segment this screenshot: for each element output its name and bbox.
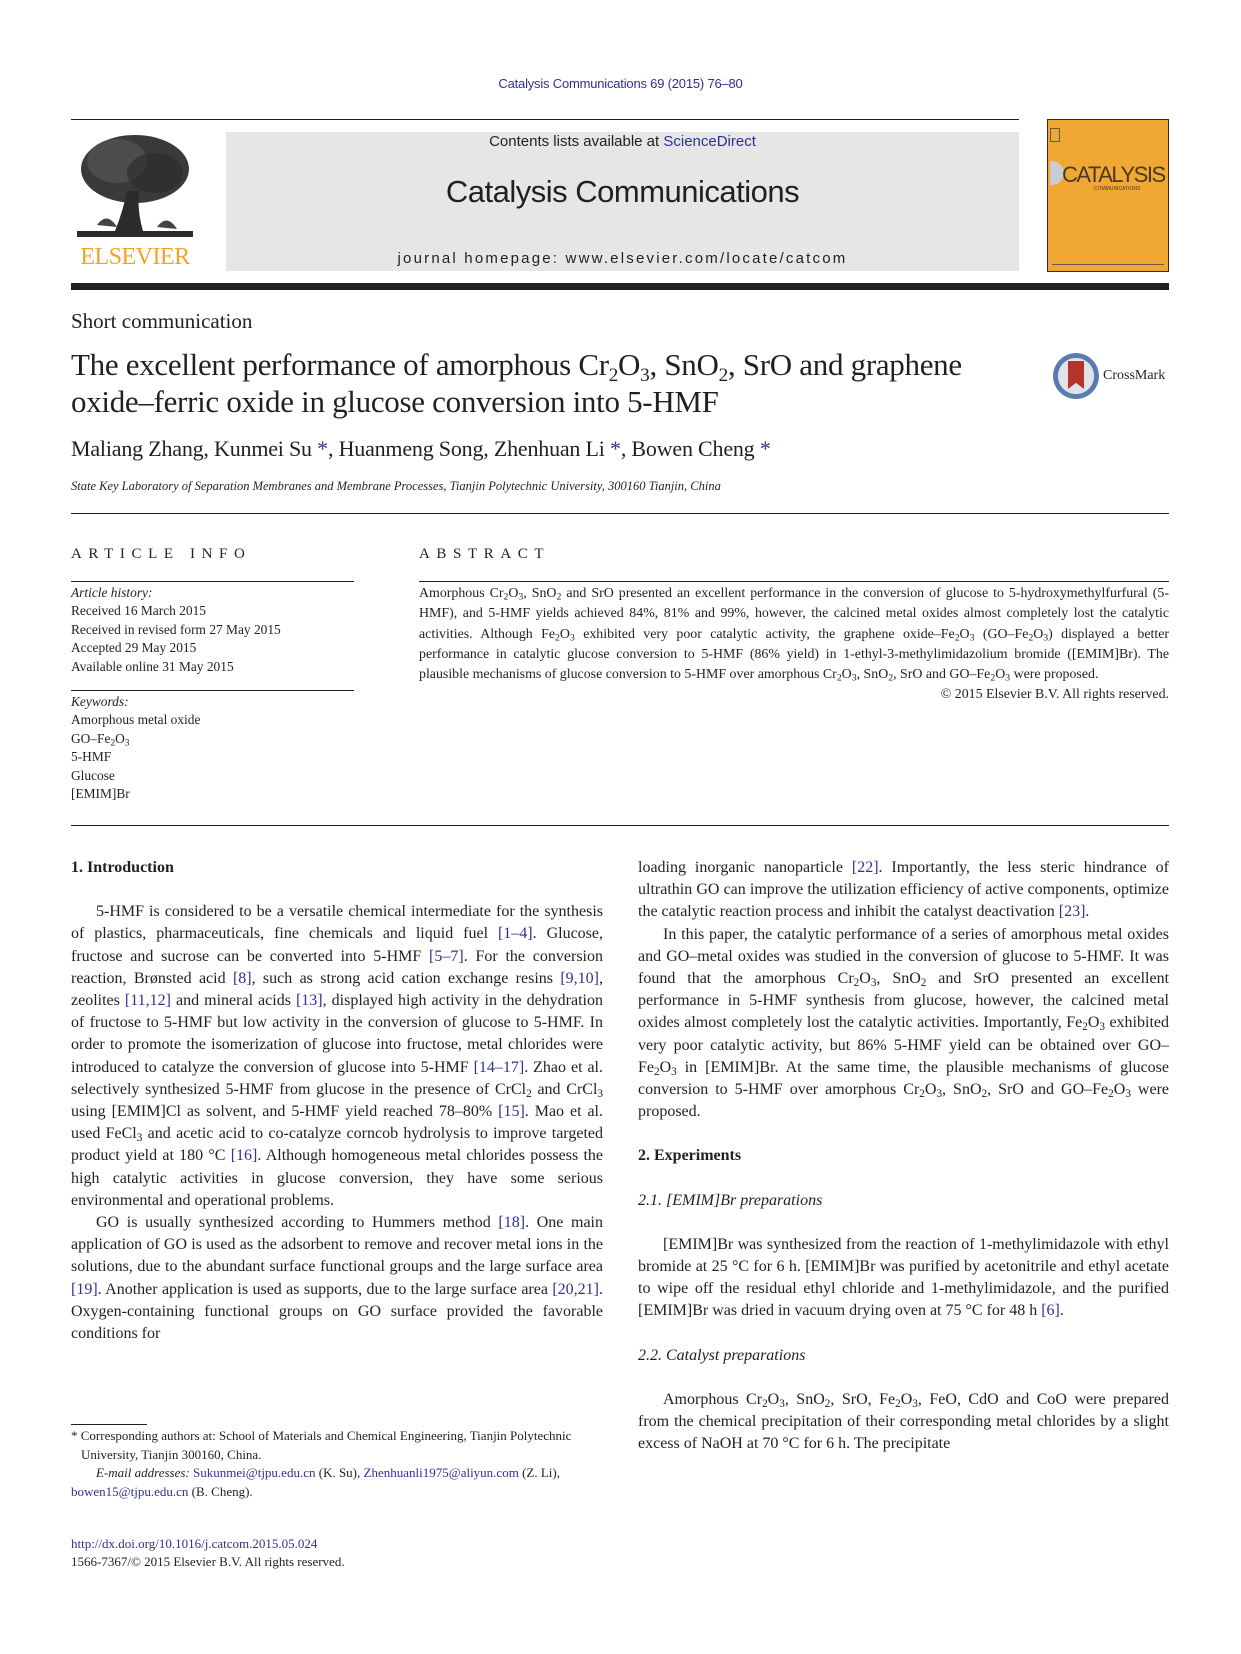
citation-link[interactable]: [8] (232, 969, 252, 987)
paragraph: loading inorganic nanoparticle [22]. Importantly, the less steric hindrance of ultrathin GO can improve the utilization efficiency of active components, optimize the catalytic reaction process and inhibit the catalyst deactivation [23]. (638, 859, 1169, 921)
author-name: Bowen Cheng (631, 436, 755, 461)
citation-link[interactable]: [11,12] (124, 992, 171, 1010)
corresponding-author-link[interactable]: * (610, 436, 621, 461)
abstract-rule (419, 581, 1169, 582)
cover-footer-rule (1052, 264, 1164, 265)
citation-link[interactable]: [19] (71, 1280, 98, 1298)
title-subscript: 2 (718, 364, 728, 386)
subsection-heading-catalyst: 2.2. Catalyst preparations (638, 1346, 806, 1364)
subsection-heading-emim-br: 2.1. [EMIM]Br preparations (638, 1191, 823, 1209)
section-rule (71, 825, 1169, 826)
paragraph: 5-HMF is considered to be a versatile chemical intermediate for the synthesis of plastics, pharmaceuticals, fine chemicals and liquid fuel [1–4]. Glucose, fructose and sucrose can be converted into 5-HMF [5–7]. For the conversion reaction, Brønsted acid [8], such as strong acid cation exchange resins [9,10], zeolites [11,12] and mineral acids [13], displayed high activity in the dehydration of fructose to 5-HMF but low activity in the conversion of glucose to 5-HMF. In order to promote the isomerization of glucose into fructose, metal chlorides were introduced to catalyze the conversion of glucose into 5-HMF [14–17]. Zhao et al. selectively synthesized 5-HMF from glucose in the presence of CrCl$_2$ and CrCl$_3$ using [EMIM]Cl as solvent, and 5-HMF yield reached 78–80% [15]. Mao et al. used FeCl$_3$ and acetic acid to co-catalyze corncob hydrolysis to improve targeted product yield at 180 °C [16]. Although homogeneous metal chlorides possess the high catalytic activities in glucose conversion, they have some serious environmental and operational problems. (71, 903, 604, 1209)
doi-link[interactable]: http://dx.doi.org/10.1016/j.catcom.2015.05.024 (71, 1536, 318, 1551)
history-item: Available online 31 May 2015 (71, 658, 234, 674)
corresponding-author-footnote (71, 1427, 603, 1501)
history-item: Received in revised form 27 May 2015 (71, 621, 281, 637)
citation-link[interactable]: [15] (498, 1103, 525, 1121)
body-column-left (71, 857, 603, 1345)
keyword-item: 5-HMF (71, 749, 112, 765)
elsevier-tree-icon (77, 131, 193, 239)
keywords (71, 693, 200, 803)
abstract-body: Amorphous $Cr_2O_3$, SnO$_2$ and SrO presented an excellent performance in the conversion of glucose to 5-hydroxymethylfurfural (5-HMF), and 5-HMF yields achieved 84%, 81% and 99%, however, the calcined metal oxides almost completely lost the catalytic activities. Although $Fe_2O_3$ exhibited very poor catalytic activity, the graphene oxide–$Fe_2O_3$ $(GO-Fe_2O_3)$ displayed a better performance in catalytic glucose conversion to 5-HMF (86% yield) in 1-ethyl-3-methylimidazolium bromide ([EMIM]Br). The plausible mechanisms of glucose conversion to 5-HMF over amorphous $Cr_2O_3$, SnO$_2$, SrO and $GO-Fe_2O_3$ were proposed. (419, 586, 1170, 684)
citation-link[interactable]: [14–17] (473, 1058, 525, 1076)
sciencedirect-link[interactable]: ScienceDirect (663, 133, 756, 150)
author-name: Kunmei Su (214, 436, 312, 461)
journal-cover-thumbnail[interactable] (1047, 119, 1169, 272)
issn-line: 1566-7367/© 2015 Elsevier B.V. All rights reserved. (71, 1554, 345, 1569)
contents-line (226, 133, 1019, 150)
journal-reference[interactable]: Catalysis Communications 69 (2015) 76–80 (498, 76, 743, 91)
abstract-copyright: © 2015 Elsevier B.V. All rights reserved. (940, 687, 1169, 703)
footnote-emails (71, 1464, 603, 1501)
title-part: , SnO (649, 347, 719, 382)
citation-link[interactable]: [1–4] (497, 925, 533, 943)
citation-link[interactable]: [23] (1058, 903, 1086, 921)
citation-link[interactable]: [22] (851, 859, 879, 876)
crossmark-label: CrossMark (1103, 368, 1166, 383)
homepage-link[interactable]: www.elsevier.com/locate/catcom (565, 250, 848, 267)
citation-link[interactable]: [5–7] (429, 947, 464, 965)
history-item: Received 16 March 2015 (71, 603, 206, 619)
citation-link[interactable]: [20,21] (552, 1280, 599, 1298)
keyword-item: [EMIM]Br (71, 786, 130, 802)
cover-logo-icon (1050, 128, 1060, 142)
homepage-line (226, 250, 1019, 267)
email-link[interactable]: Zhenhuanli1975@aliyun.com (363, 1465, 519, 1480)
author-name: Huanmeng Song (338, 436, 484, 461)
title-subscript: 2 (608, 364, 619, 386)
paragraph: In this paper, the catalytic performance of a series of amorphous metal oxides and GO–metal oxides was studied in the conversion of glucose to 5-HMF. It was found that the amorphous $Cr_2O_3$, SnO$_2$ and SrO presented an excellent performance in 5-HMF synthesis from glucose, however, the calcined metal oxides almost completely lost the catalytic activities. Importantly, $Fe_2O_3$ exhibited very poor catalytic activity, but 86% 5-HMF yield can be obtained over $GO-Fe_2O_3$ in [EMIM]Br. At the same time, the plausible mechanisms of glucose conversion to 5-HMF over amorphous $Cr_2O_3$, SnO$_2$, SrO and $GO-Fe_2O_3$ were proposed. (638, 925, 1170, 1121)
elsevier-logo[interactable] (71, 131, 199, 271)
crossmark-icon (1053, 353, 1099, 399)
keyword-item: Amorphous metal oxide (71, 712, 201, 728)
title-part: , SrO and graphene oxide–ferric oxide in glucose conversion into 5-HMF (71, 347, 962, 419)
homepage-prefix: journal homepage: (397, 250, 566, 267)
article-type: Short communication (71, 309, 253, 333)
title-part: O (618, 347, 641, 382)
paragraph: [EMIM]Br was synthesized from the reaction of 1-methylimidazole with ethyl bromide at 25 °C for 6 h. [EMIM]Br was purified by acetonitrile and ethyl acetate to wipe off the residual ethyl chloride and 1-methylimidazole, and the purified [EMIM]Br was dried in vacuum drying oven at 75 °C for 48 h [6]. (638, 1235, 1169, 1320)
citation-link[interactable]: [16] (230, 1147, 258, 1165)
author-name: Zhenhuan Li (493, 436, 605, 461)
header-rule (71, 119, 1019, 120)
journal-title: Catalysis Communications (445, 174, 800, 209)
citation-link[interactable]: [18] (498, 1214, 526, 1232)
paragraph: Amorphous $Cr_2O_3$, SnO$_2$, SrO, $Fe_2O_3$, FeO, CdO and CoO were prepared from the chemical precipitation of their corresponding metal chlorides by a slight excess of NaOH at 70 °C for 6 h. The precipitate (638, 1390, 1170, 1453)
body-column-right (638, 857, 1169, 1455)
email-link[interactable]: bowen15@tjpu.edu.cn (71, 1483, 189, 1499)
citation-link[interactable]: [13] (295, 992, 323, 1010)
corresponding-author-link[interactable]: * (759, 436, 771, 461)
history-item: Accepted 29 May 2015 (71, 640, 197, 656)
author-list: Maliang Zhang, Kunmei Su *, Huanmeng Song, Zhenhuan Li *, Bowen Cheng * (71, 436, 771, 461)
keyword-item: $GO-Fe_2O_3$ (71, 730, 130, 749)
keyword-item: Glucose (71, 767, 115, 783)
journal-masthead (226, 132, 1019, 271)
section-heading-introduction: 1. Introduction (71, 859, 174, 876)
cover-subtitle: COMMUNICATIONS (1094, 186, 1141, 192)
article-info-rule (71, 690, 354, 691)
email-owner: (B. Cheng). (191, 1483, 253, 1499)
email-owner: (K. Su), (318, 1465, 361, 1480)
title-subscript: 3 (640, 364, 650, 386)
email-owner: (Z. Li), (522, 1465, 560, 1480)
article-info-rule (71, 581, 354, 582)
history-label: Article history: (71, 585, 153, 600)
abstract-heading: ABSTRACT (419, 546, 551, 562)
article-info-heading: ARTICLE INFO (71, 546, 252, 562)
citation-link[interactable]: [9,10] (560, 969, 599, 987)
author-name: Maliang Zhang (71, 436, 204, 461)
article-history (71, 584, 281, 676)
email-label: E-mail addresses: (96, 1465, 190, 1480)
title-part: The excellent performance of amorphous Cr (71, 347, 609, 382)
elsevier-wordmark: ELSEVIER (80, 244, 190, 270)
footnote-affiliation: * Corresponding authors at: School of Materials and Chemical Engineering, Tianjin Polytechnic University, Tianjin 300160, China. (71, 1428, 572, 1462)
doi-block (71, 1535, 345, 1571)
abstract-text (419, 584, 1169, 706)
article-title (71, 346, 1011, 420)
citation-link[interactable]: [6] (1041, 1302, 1060, 1320)
crossmark-badge[interactable] (1053, 353, 1165, 399)
footnote-rule (71, 1424, 147, 1425)
cover-title: CATALYSIS (1062, 162, 1165, 187)
corresponding-author-link[interactable]: * (317, 436, 328, 461)
masthead-thick-rule (71, 283, 1169, 290)
email-link[interactable]: Sukunmei@tjpu.edu.cn (193, 1465, 316, 1480)
keywords-label: Keywords: (71, 694, 129, 709)
affiliation: State Key Laboratory of Separation Membranes and Membrane Processes, Tianjin Polytechnic University, 300160 Tianjin, China (71, 479, 721, 493)
section-heading-experiments: 2. Experiments (638, 1147, 742, 1165)
section-rule (71, 513, 1169, 514)
contents-prefix: Contents lists available at (489, 133, 664, 150)
paragraph: GO is usually synthesized according to Hummers method [18]. One main application of GO is used as the adsorbent to remove and recover metal ions in the solutions, due to the abundant surface functional groups and the large surface area [19]. Another application is used as supports, due to the large surface area [20,21]. Oxygen-containing functional groups on GO surface provided the favorable conditions for (71, 1214, 603, 1343)
